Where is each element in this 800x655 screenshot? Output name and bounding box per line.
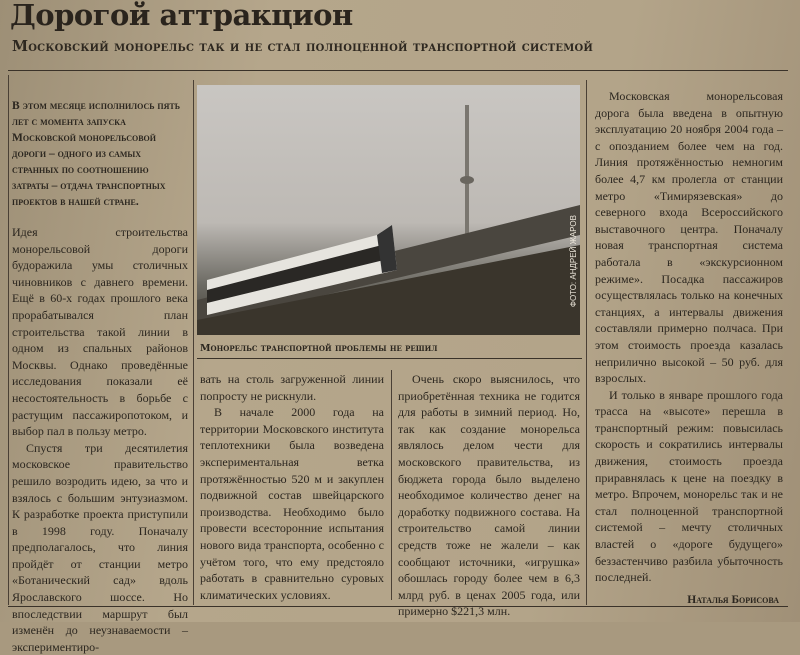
divider xyxy=(197,358,582,359)
paragraph: И только в январе прошлого года трасса на «высоте» перешла в транспортный режим: повысилась скорость и сократились интервалы движения, стоимость проезда приравнялась к цене на поездку в метро. Впрочем, монорельс так и не стал полноценной транспортной системой – мечту столичных властей о «дороге будущего» беззастенчиво разбила убыточность последней. xyxy=(595,387,783,585)
byline: Наталья Борисова xyxy=(687,593,779,606)
divider xyxy=(586,80,587,605)
lead-paragraph: В этом месяце исполнилось пять лет с момента запуска Московской монорельсовой дороги – одного из самых странных по соотношению затраты – отдача транспортных проектов в нашей стране. xyxy=(12,100,181,208)
paragraph: вать на столь загруженной линии попросту не рискнули. xyxy=(200,372,384,403)
photo-credit: ФОТО: АНДРЕЙ ЖАРОВ xyxy=(569,215,578,308)
subheadline: Московский монорельс так и не стал полноценной транспортной системой xyxy=(12,38,594,55)
divider xyxy=(193,80,194,605)
paragraph: В начале 2000 года на территории Московского института теплотехники была возведена экспериментальная ветка протяжённостью 520 м и закуплен подвижной состав швейцарского производства. Необходимо было провести всесторонние испытания нового вида транспорта, особенно с учётом того, что ему предстояло работать в сравнительно суровых климатических условиях. xyxy=(200,405,384,602)
monorail-illustration xyxy=(197,85,580,335)
paragraph: Идея строительства монорельсовой дороги будоражила умы столичных чиновников с давнего времени. Ещё в 60-х годах прошлого века прорабатывался план строительства такой линии в одном из спальных районов Москвы. Однако проведённые исследования показали её несостоятельность в борьбе с растущим пассажиропотоком, и выбор пал в пользу метро. xyxy=(12,225,188,439)
column-4 xyxy=(595,88,783,608)
monorail-photo xyxy=(197,85,580,335)
column-3 xyxy=(398,371,580,620)
photo-caption: Монорельс транспортной проблемы не решил xyxy=(200,343,438,354)
column-2 xyxy=(200,371,384,603)
headline: Дорогой аттракцион xyxy=(10,0,353,32)
column-1 xyxy=(12,98,188,655)
paragraph: Спустя три десятилетия московское правительство решило возродить идею, за что и взялось с большим энтузиазмом. К разработке проекта приступили в 1998 году. Поначалу предполагалось, что линия пройдёт от станции метро «Ботанический сад» вдоль Ярославского шоссе. Но впоследствии маршрут был изменён до неузнаваемости – экспериментиро- xyxy=(12,440,188,654)
divider xyxy=(8,75,9,605)
paragraph: Московская монорельсовая дорога была введена в опытную эксплуатацию 20 ноября 2004 года – с опозданием более чем на год. Линия протяжённостью немногим более 4,7 км пролегла от станции метро «Тимирязевская» до северного входа Всероссийского выставочного центра. Поначалу новая транспортная система работала в «экскурсионном режиме». Посадка пассажиров осуществлялась только на конечных станциях, а интервалы движения составляли примерно полчаса. При этом стоимость проезда казалась неприлично высокой – 50 руб. для взрослых. xyxy=(595,89,783,386)
paragraph: Очень скоро выяснилось, что приобретённая техника не годится для работы в зимний период. Но, так как создание монорельса являлось делом чести для московского правительства, из бюджета города было выделено необходимое количество денег на доработку подвижного состава. На строительство самой линии средств тоже не жалели – как сообщают источники, «игрушка» обошлась городу более чем в 6,3 млрд руб. в ценах 2005 года, или примерно $221,3 млн. xyxy=(398,372,580,619)
divider xyxy=(391,370,392,600)
divider xyxy=(8,70,788,71)
